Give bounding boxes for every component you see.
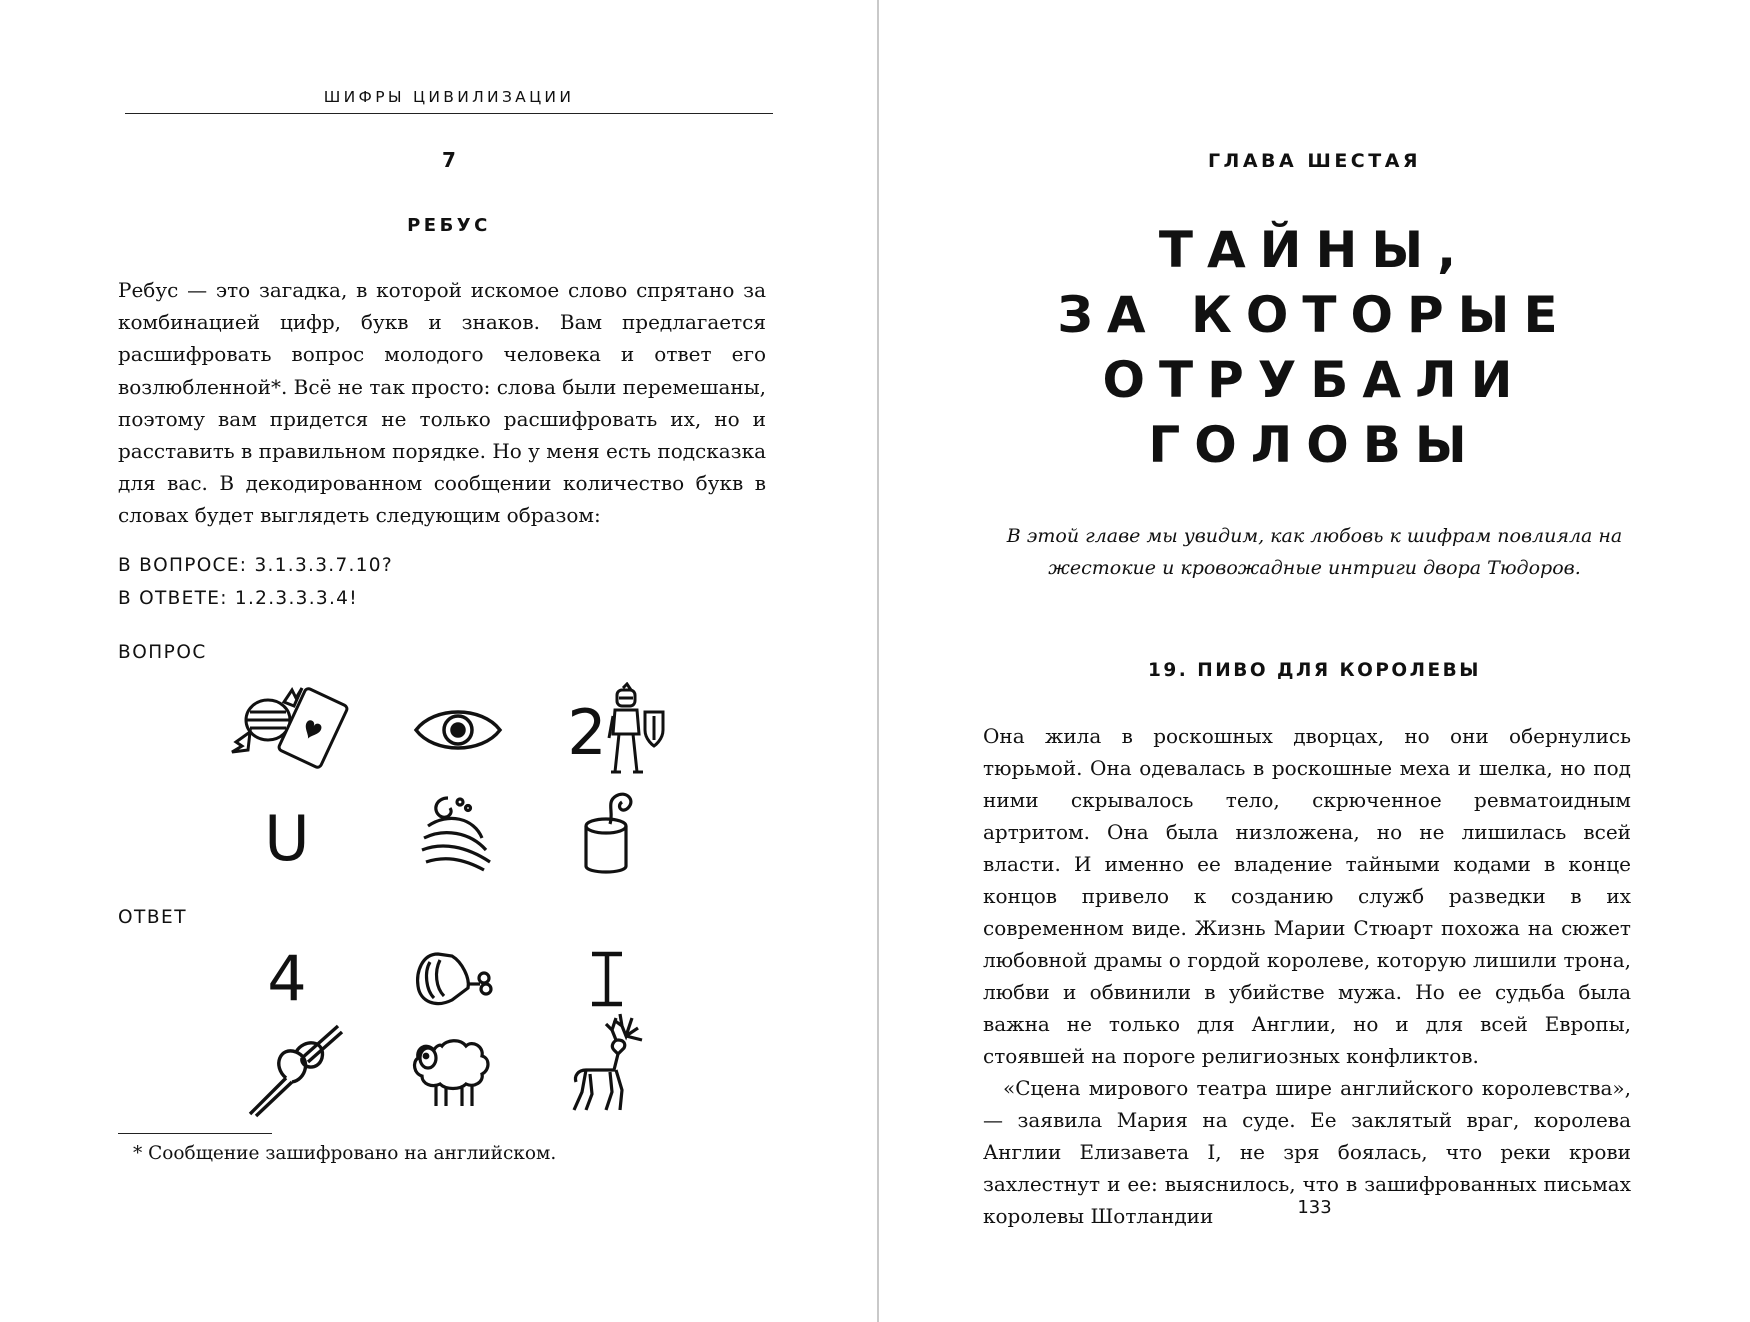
deer-icon bbox=[566, 1010, 646, 1116]
footnote: * Сообщение зашифровано на английском. bbox=[133, 1143, 557, 1164]
chapter-title bbox=[879, 218, 1750, 478]
tin-can-icon bbox=[580, 790, 642, 876]
chapter-epigraph: В этой главе мы увидим, как любовь к шифрам повлияла на жестокие и кровожадные интриги двора Тюдоров. bbox=[1006, 525, 1623, 579]
footnote-rule bbox=[118, 1133, 272, 1134]
running-head: ШИФРЫ ЦИВИЛИЗАЦИИ bbox=[323, 88, 575, 106]
ham-leg-icon bbox=[412, 948, 496, 1012]
wave-icon bbox=[418, 792, 494, 872]
letter-u: U bbox=[264, 802, 310, 875]
sheep-icon bbox=[412, 1034, 498, 1110]
eye-icon bbox=[412, 700, 504, 760]
page-number: 133 bbox=[1297, 1197, 1332, 1218]
paragraph: Она жила в роскошных дворцах, но они обернулись тюрьмой. Она одевалась в роскошные меха и шелка, но под ними скрывалось тело, скрюченное ревматоидным артритом. Она была низложена, но не лишилась всей власти. И именно ее владение тайными кодами в конце концов привело к созданию служб разведки в их современном виде. Жизнь Марии Стюарт похожа на сюжет любовной драмы о гордой королеве, которую лишили трона, любви и обвинили в убийстве мужа. Но ее судьба была важна не только для Англии, но и для всей Европы, стоявшей на пороге религиозных конфликтов. bbox=[983, 724, 1631, 1068]
puzzle-title: РЕБУС bbox=[407, 215, 491, 236]
letter-i bbox=[590, 950, 624, 1008]
right-page bbox=[879, 0, 1750, 1322]
section-heading: 19. ПИВО ДЛЯ КОРОЛЕВЫ bbox=[1148, 660, 1481, 681]
chapter-title-line: ЗА КОТОРЫЕ bbox=[1057, 286, 1572, 344]
chapter-label: ГЛАВА ШЕСТАЯ bbox=[1207, 150, 1422, 172]
chapter-title-line: ТАЙНЫ, bbox=[1158, 221, 1471, 279]
question-label: ВОПРОС bbox=[118, 642, 207, 663]
puzzle-intro-text: Ребус — это загадка, в которой искомое слово спрятано за комбинацией цифр, букв и знаков. Вам предлагается расшифровать вопрос молодого человека и ответ его возлюбленной*. Всё не так просто: слова были перемешаны, поэтому вам придется не только расшифровать их, но и расставить в правильном порядке. Но у меня есть подсказка для вас. В декодированном сообщении количество букв в словах будет выглядеть следующим образом: bbox=[118, 278, 766, 528]
chapter-title-line: ОТРУБАЛИ bbox=[1102, 351, 1527, 409]
answer-label: ОТВЕТ bbox=[118, 907, 188, 928]
paragraph: «Сцена мирового театра шире английского королевства», — заявила Мария на суде. Ее заклятый враг, королева Англии Елизавета I, не зря боялась, что реки крови захлестнут и ее: выяснилось, что в зашифрованных письмах королевы Шотландии bbox=[983, 1076, 1631, 1228]
puzzle-number: 7 bbox=[442, 148, 456, 172]
knot-icon bbox=[246, 1022, 344, 1118]
running-head-rule bbox=[125, 113, 773, 114]
body-text bbox=[983, 720, 1631, 1232]
digit-four: 4 bbox=[267, 942, 307, 1015]
code-answer: В ОТВЕТЕ: 1.2.3.3.3.4! bbox=[118, 588, 358, 609]
chapter-title-line: ГОЛОВЫ bbox=[1148, 416, 1481, 474]
candy-card-icon bbox=[228, 680, 368, 780]
digit-two: 2 bbox=[567, 696, 607, 769]
knight-icon bbox=[607, 682, 667, 778]
code-question: В ВОПРОСЕ: 3.1.3.3.7.10? bbox=[118, 555, 393, 576]
